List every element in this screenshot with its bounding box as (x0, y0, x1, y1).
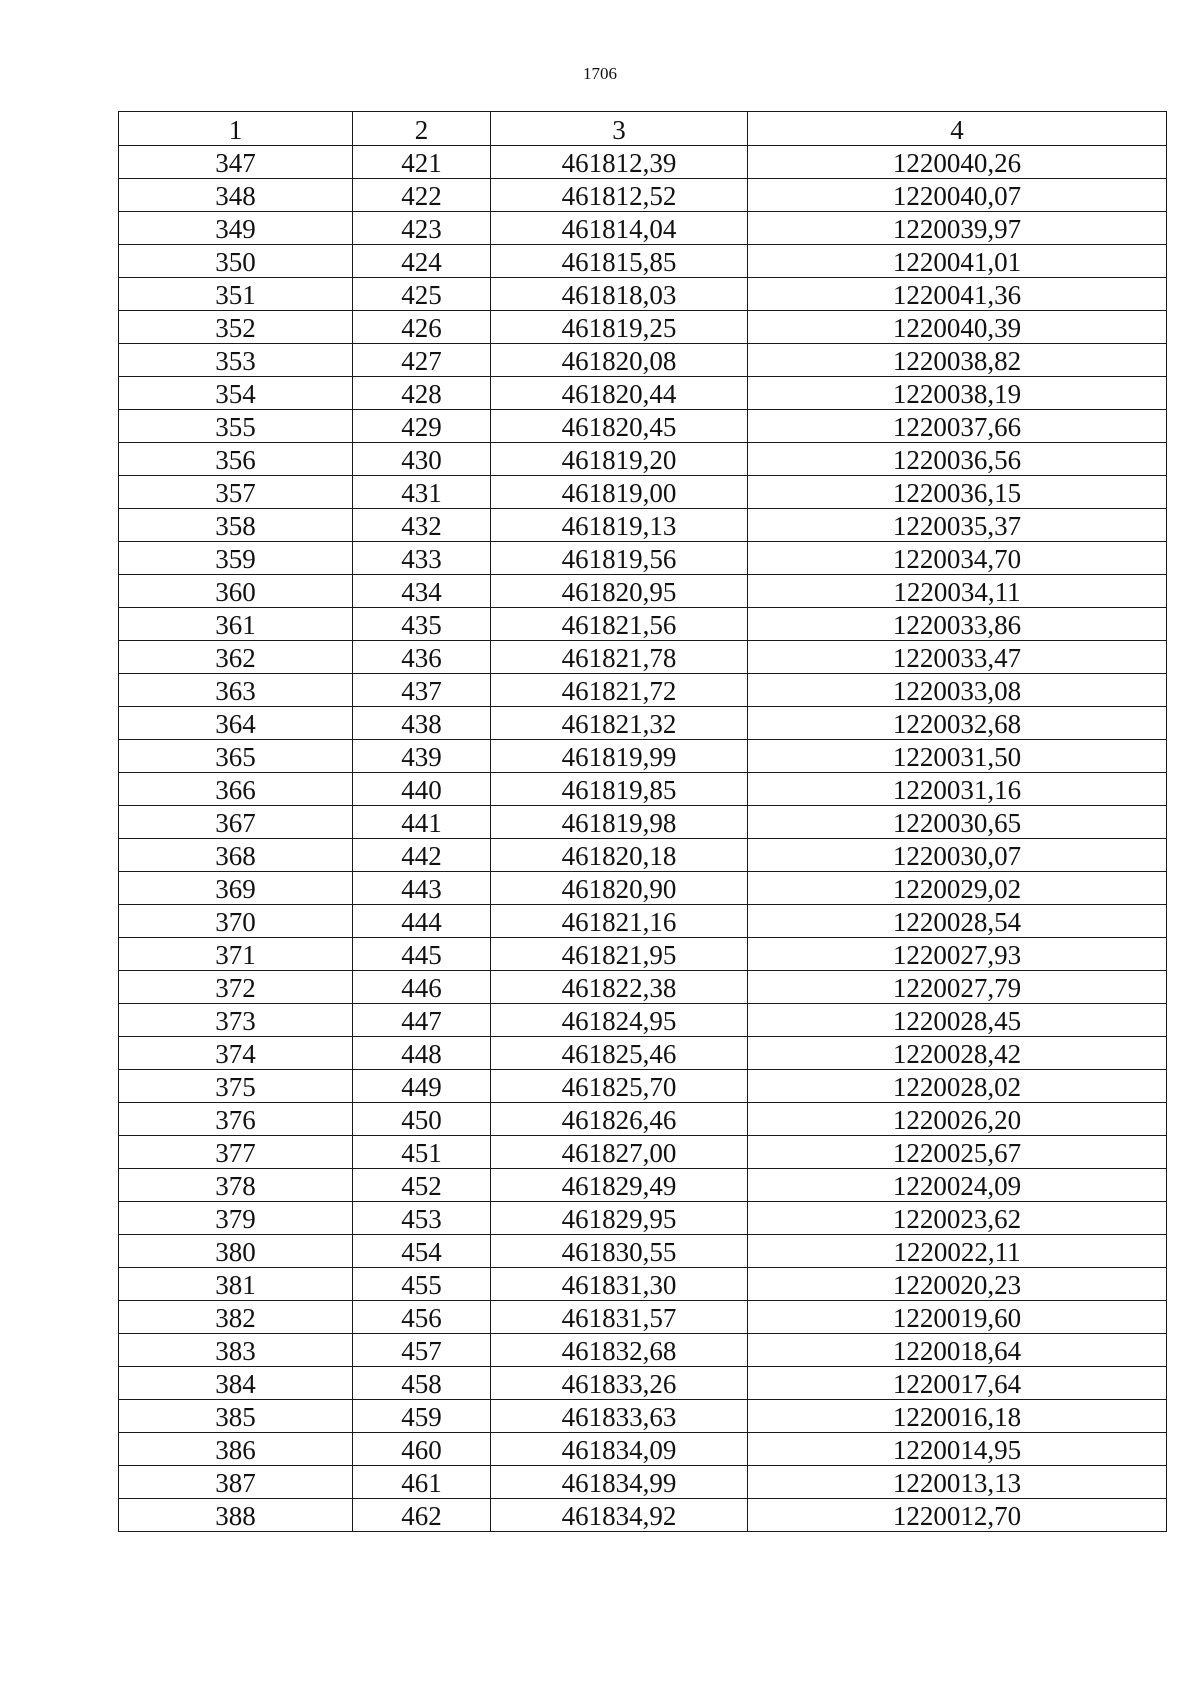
row-number-cell: 353 (119, 344, 353, 377)
point-number-cell: 459 (353, 1400, 491, 1433)
row-number-cell: 362 (119, 641, 353, 674)
x-coordinate-cell: 461833,63 (491, 1400, 748, 1433)
y-coordinate-cell: 1220041,36 (748, 278, 1167, 311)
point-number-cell: 428 (353, 377, 491, 410)
x-coordinate-cell: 461819,85 (491, 773, 748, 806)
y-coordinate-cell: 1220022,11 (748, 1235, 1167, 1268)
table-row (119, 1268, 1167, 1301)
y-coordinate-cell: 1220039,97 (748, 212, 1167, 245)
table-body (119, 146, 1167, 1532)
point-number-cell: 453 (353, 1202, 491, 1235)
point-number-cell: 421 (353, 146, 491, 179)
point-number-cell: 433 (353, 542, 491, 575)
x-coordinate-cell: 461820,90 (491, 872, 748, 905)
x-coordinate-cell: 461829,95 (491, 1202, 748, 1235)
row-number-cell: 369 (119, 872, 353, 905)
y-coordinate-cell: 1220031,16 (748, 773, 1167, 806)
x-coordinate-cell: 461820,45 (491, 410, 748, 443)
point-number-cell: 449 (353, 1070, 491, 1103)
point-number-cell: 460 (353, 1433, 491, 1466)
column-header-2: 2 (353, 112, 491, 146)
x-coordinate-cell: 461819,98 (491, 806, 748, 839)
row-number-cell: 387 (119, 1466, 353, 1499)
table-row (119, 1466, 1167, 1499)
table-row (119, 1235, 1167, 1268)
point-number-cell: 441 (353, 806, 491, 839)
x-coordinate-cell: 461834,09 (491, 1433, 748, 1466)
table-header (119, 112, 1167, 146)
y-coordinate-cell: 1220041,01 (748, 245, 1167, 278)
table-row (119, 674, 1167, 707)
row-number-cell: 351 (119, 278, 353, 311)
y-coordinate-cell: 1220024,09 (748, 1169, 1167, 1202)
table-row (119, 1499, 1167, 1532)
row-number-cell: 380 (119, 1235, 353, 1268)
point-number-cell: 434 (353, 575, 491, 608)
y-coordinate-cell: 1220012,70 (748, 1499, 1167, 1532)
table-row (119, 938, 1167, 971)
y-coordinate-cell: 1220040,39 (748, 311, 1167, 344)
point-number-cell: 430 (353, 443, 491, 476)
point-number-cell: 443 (353, 872, 491, 905)
point-number-cell: 429 (353, 410, 491, 443)
table-row (119, 608, 1167, 641)
row-number-cell: 388 (119, 1499, 353, 1532)
x-coordinate-cell: 461831,30 (491, 1268, 748, 1301)
table-row (119, 179, 1167, 212)
table-row (119, 509, 1167, 542)
y-coordinate-cell: 1220028,45 (748, 1004, 1167, 1037)
point-number-cell: 451 (353, 1136, 491, 1169)
x-coordinate-cell: 461820,18 (491, 839, 748, 872)
row-number-cell: 367 (119, 806, 353, 839)
x-coordinate-cell: 461821,78 (491, 641, 748, 674)
coordinates-table (118, 111, 1167, 1532)
row-number-cell: 361 (119, 608, 353, 641)
table-row (119, 1037, 1167, 1070)
row-number-cell: 347 (119, 146, 353, 179)
table-row (119, 542, 1167, 575)
table-row (119, 1202, 1167, 1235)
point-number-cell: 432 (353, 509, 491, 542)
row-number-cell: 376 (119, 1103, 353, 1136)
x-coordinate-cell: 461829,49 (491, 1169, 748, 1202)
point-number-cell: 438 (353, 707, 491, 740)
y-coordinate-cell: 1220035,37 (748, 509, 1167, 542)
point-number-cell: 457 (353, 1334, 491, 1367)
x-coordinate-cell: 461820,08 (491, 344, 748, 377)
x-coordinate-cell: 461824,95 (491, 1004, 748, 1037)
row-number-cell: 356 (119, 443, 353, 476)
y-coordinate-cell: 1220038,19 (748, 377, 1167, 410)
x-coordinate-cell: 461814,04 (491, 212, 748, 245)
y-coordinate-cell: 1220028,54 (748, 905, 1167, 938)
x-coordinate-cell: 461820,44 (491, 377, 748, 410)
x-coordinate-cell: 461812,39 (491, 146, 748, 179)
table-row (119, 1070, 1167, 1103)
point-number-cell: 426 (353, 311, 491, 344)
row-number-cell: 374 (119, 1037, 353, 1070)
y-coordinate-cell: 1220016,18 (748, 1400, 1167, 1433)
table-row (119, 806, 1167, 839)
y-coordinate-cell: 1220027,79 (748, 971, 1167, 1004)
y-coordinate-cell: 1220029,02 (748, 872, 1167, 905)
point-number-cell: 447 (353, 1004, 491, 1037)
y-coordinate-cell: 1220034,70 (748, 542, 1167, 575)
x-coordinate-cell: 461819,25 (491, 311, 748, 344)
table-row (119, 278, 1167, 311)
x-coordinate-cell: 461819,13 (491, 509, 748, 542)
row-number-cell: 385 (119, 1400, 353, 1433)
point-number-cell: 423 (353, 212, 491, 245)
x-coordinate-cell: 461819,20 (491, 443, 748, 476)
row-number-cell: 383 (119, 1334, 353, 1367)
x-coordinate-cell: 461826,46 (491, 1103, 748, 1136)
row-number-cell: 377 (119, 1136, 353, 1169)
y-coordinate-cell: 1220040,26 (748, 146, 1167, 179)
x-coordinate-cell: 461820,95 (491, 575, 748, 608)
y-coordinate-cell: 1220034,11 (748, 575, 1167, 608)
point-number-cell: 442 (353, 839, 491, 872)
row-number-cell: 363 (119, 674, 353, 707)
x-coordinate-cell: 461825,46 (491, 1037, 748, 1070)
row-number-cell: 379 (119, 1202, 353, 1235)
x-coordinate-cell: 461830,55 (491, 1235, 748, 1268)
row-number-cell: 371 (119, 938, 353, 971)
y-coordinate-cell: 1220027,93 (748, 938, 1167, 971)
table-row (119, 212, 1167, 245)
point-number-cell: 431 (353, 476, 491, 509)
table-row (119, 740, 1167, 773)
y-coordinate-cell: 1220025,67 (748, 1136, 1167, 1169)
x-coordinate-cell: 461827,00 (491, 1136, 748, 1169)
y-coordinate-cell: 1220028,42 (748, 1037, 1167, 1070)
row-number-cell: 366 (119, 773, 353, 806)
table-row (119, 146, 1167, 179)
column-header-3: 3 (491, 112, 748, 146)
x-coordinate-cell: 461818,03 (491, 278, 748, 311)
row-number-cell: 373 (119, 1004, 353, 1037)
x-coordinate-cell: 461834,99 (491, 1466, 748, 1499)
point-number-cell: 422 (353, 179, 491, 212)
point-number-cell: 446 (353, 971, 491, 1004)
table-row (119, 410, 1167, 443)
y-coordinate-cell: 1220033,08 (748, 674, 1167, 707)
table-row (119, 1367, 1167, 1400)
table-row (119, 344, 1167, 377)
table-row (119, 476, 1167, 509)
point-number-cell: 439 (353, 740, 491, 773)
table-row (119, 245, 1167, 278)
x-coordinate-cell: 461821,56 (491, 608, 748, 641)
table-row (119, 872, 1167, 905)
table-row (119, 1169, 1167, 1202)
point-number-cell: 444 (353, 905, 491, 938)
table-row (119, 1334, 1167, 1367)
y-coordinate-cell: 1220023,62 (748, 1202, 1167, 1235)
y-coordinate-cell: 1220014,95 (748, 1433, 1167, 1466)
x-coordinate-cell: 461812,52 (491, 179, 748, 212)
point-number-cell: 454 (353, 1235, 491, 1268)
point-number-cell: 450 (353, 1103, 491, 1136)
y-coordinate-cell: 1220030,07 (748, 839, 1167, 872)
y-coordinate-cell: 1220033,47 (748, 641, 1167, 674)
point-number-cell: 435 (353, 608, 491, 641)
x-coordinate-cell: 461821,72 (491, 674, 748, 707)
table-row (119, 377, 1167, 410)
y-coordinate-cell: 1220037,66 (748, 410, 1167, 443)
y-coordinate-cell: 1220028,02 (748, 1070, 1167, 1103)
row-number-cell: 365 (119, 740, 353, 773)
row-number-cell: 350 (119, 245, 353, 278)
y-coordinate-cell: 1220032,68 (748, 707, 1167, 740)
row-number-cell: 364 (119, 707, 353, 740)
page-number: 1706 (583, 64, 617, 83)
y-coordinate-cell: 1220036,15 (748, 476, 1167, 509)
point-number-cell: 462 (353, 1499, 491, 1532)
point-number-cell: 445 (353, 938, 491, 971)
x-coordinate-cell: 461819,99 (491, 740, 748, 773)
row-number-cell: 375 (119, 1070, 353, 1103)
table-row (119, 443, 1167, 476)
point-number-cell: 437 (353, 674, 491, 707)
table-row (119, 971, 1167, 1004)
row-number-cell: 382 (119, 1301, 353, 1334)
table-row (119, 707, 1167, 740)
point-number-cell: 452 (353, 1169, 491, 1202)
y-coordinate-cell: 1220018,64 (748, 1334, 1167, 1367)
point-number-cell: 424 (353, 245, 491, 278)
x-coordinate-cell: 461832,68 (491, 1334, 748, 1367)
row-number-cell: 384 (119, 1367, 353, 1400)
y-coordinate-cell: 1220033,86 (748, 608, 1167, 641)
table-row (119, 1433, 1167, 1466)
row-number-cell: 352 (119, 311, 353, 344)
table-row (119, 575, 1167, 608)
row-number-cell: 349 (119, 212, 353, 245)
y-coordinate-cell: 1220017,64 (748, 1367, 1167, 1400)
column-header-4: 4 (748, 112, 1167, 146)
table-row (119, 1301, 1167, 1334)
x-coordinate-cell: 461821,32 (491, 707, 748, 740)
y-coordinate-cell: 1220020,23 (748, 1268, 1167, 1301)
header-row (119, 112, 1167, 146)
row-number-cell: 368 (119, 839, 353, 872)
x-coordinate-cell: 461833,26 (491, 1367, 748, 1400)
table-row (119, 1004, 1167, 1037)
row-number-cell: 357 (119, 476, 353, 509)
row-number-cell: 358 (119, 509, 353, 542)
row-number-cell: 359 (119, 542, 353, 575)
x-coordinate-cell: 461821,16 (491, 905, 748, 938)
row-number-cell: 378 (119, 1169, 353, 1202)
x-coordinate-cell: 461821,95 (491, 938, 748, 971)
table-row (119, 1400, 1167, 1433)
point-number-cell: 427 (353, 344, 491, 377)
row-number-cell: 386 (119, 1433, 353, 1466)
table-row (119, 1136, 1167, 1169)
y-coordinate-cell: 1220040,07 (748, 179, 1167, 212)
x-coordinate-cell: 461819,56 (491, 542, 748, 575)
row-number-cell: 370 (119, 905, 353, 938)
x-coordinate-cell: 461822,38 (491, 971, 748, 1004)
table-row (119, 1103, 1167, 1136)
row-number-cell: 360 (119, 575, 353, 608)
table-row (119, 905, 1167, 938)
point-number-cell: 425 (353, 278, 491, 311)
y-coordinate-cell: 1220038,82 (748, 344, 1167, 377)
row-number-cell: 348 (119, 179, 353, 212)
column-header-1: 1 (119, 112, 353, 146)
table-row (119, 839, 1167, 872)
row-number-cell: 372 (119, 971, 353, 1004)
y-coordinate-cell: 1220026,20 (748, 1103, 1167, 1136)
point-number-cell: 458 (353, 1367, 491, 1400)
y-coordinate-cell: 1220036,56 (748, 443, 1167, 476)
y-coordinate-cell: 1220031,50 (748, 740, 1167, 773)
row-number-cell: 354 (119, 377, 353, 410)
point-number-cell: 461 (353, 1466, 491, 1499)
point-number-cell: 456 (353, 1301, 491, 1334)
table-row (119, 311, 1167, 344)
x-coordinate-cell: 461819,00 (491, 476, 748, 509)
point-number-cell: 440 (353, 773, 491, 806)
y-coordinate-cell: 1220030,65 (748, 806, 1167, 839)
x-coordinate-cell: 461834,92 (491, 1499, 748, 1532)
point-number-cell: 436 (353, 641, 491, 674)
x-coordinate-cell: 461825,70 (491, 1070, 748, 1103)
x-coordinate-cell: 461831,57 (491, 1301, 748, 1334)
table-row (119, 641, 1167, 674)
x-coordinate-cell: 461815,85 (491, 245, 748, 278)
point-number-cell: 448 (353, 1037, 491, 1070)
point-number-cell: 455 (353, 1268, 491, 1301)
row-number-cell: 355 (119, 410, 353, 443)
row-number-cell: 381 (119, 1268, 353, 1301)
y-coordinate-cell: 1220013,13 (748, 1466, 1167, 1499)
y-coordinate-cell: 1220019,60 (748, 1301, 1167, 1334)
table-row (119, 773, 1167, 806)
